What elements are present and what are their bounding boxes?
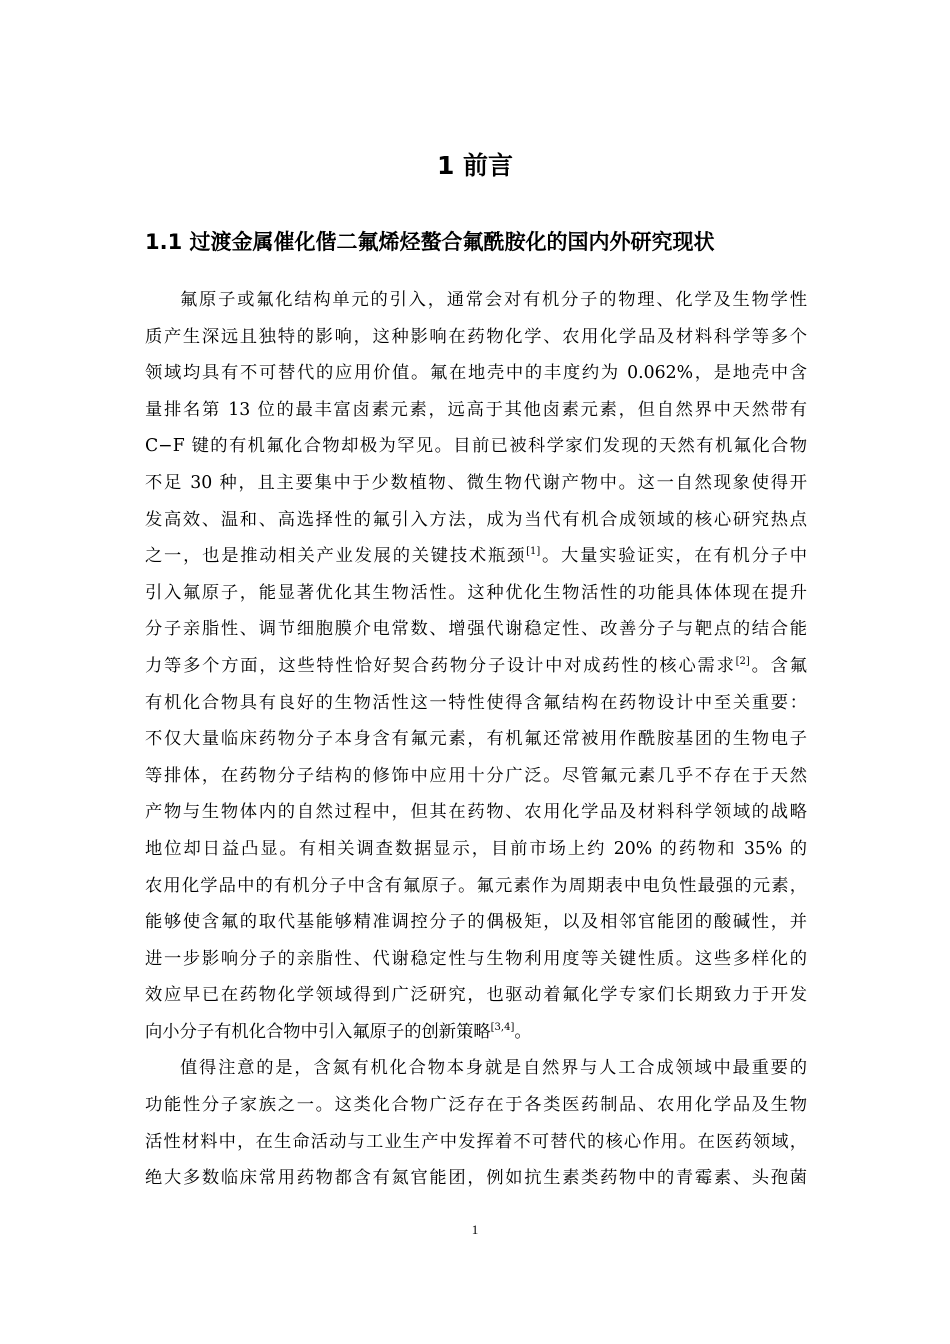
text-line: 领域均具有不可替代的应用价值。氟在地壳中的丰度约为 0.062%，是地壳中含: [145, 363, 807, 384]
text-line: 不仅大量临床药物分子本身含有氟元素，有机氟还常被用作酰胺基团的生物电子: [145, 729, 807, 750]
text-line: 有机化合物具有良好的生物活性这一特性使得含氟结构在药物设计中至关重要：: [145, 692, 807, 713]
text-line: 功能性分子家族之一。这类化合物广泛存在于各类医药制品、农用化学品及生物: [145, 1095, 807, 1116]
citation-ref: [2]: [735, 655, 750, 667]
text-line: 效应早已在药物化学领域得到广泛研究，也驱动着氟化学专家们长期致力于开发: [145, 985, 807, 1006]
text-segment: 向小分子有机化合物中引入氟原子的创新策略: [145, 1021, 491, 1042]
text-line: 产物与生物体内的自然过程中，但其在药物、农用化学品及材料科学领域的战略: [145, 802, 807, 823]
text-line: 发高效、温和、高选择性的氟引入方法，成为当代有机合成领域的核心研究热点: [145, 509, 807, 530]
text-line: 分子亲脂性、调节细胞膜介电常数、增强代谢稳定性、改善分子与靶点的结合能: [145, 619, 807, 640]
citation-ref: [3,4]: [490, 1021, 515, 1033]
text-line: 等排体，在药物分子结构的修饰中应用十分广泛。尽管氟元素几乎不存在于天然: [145, 765, 807, 786]
text-segment: 。含氟: [749, 655, 807, 676]
text-line: 引入氟原子，能显著优化其生物活性。这种优化生物活性的功能具体体现在提升: [145, 582, 807, 603]
text-line: 进一步影响分子的亲脂性、代谢稳定性与生物利用度等关键性质。这些多样化的: [145, 948, 807, 969]
citation-ref: [1]: [526, 546, 541, 558]
text-segment: 。大量实验证实，在有机分子中: [540, 546, 807, 567]
text-line: 能够使含氟的取代基能够精准调控分子的偶极矩，以及相邻官能团的酸碱性，并: [145, 912, 807, 933]
text-line: C−F 键的有机氟化合物却极为罕见。目前已被科学家们发现的天然有机氟化合物: [145, 436, 807, 457]
text-segment: 之一，也是推动相关产业发展的关键技术瓶颈: [145, 546, 527, 567]
text-line: 绝大多数临床常用药物都含有氮官能团，例如抗生素类药物中的青霉素、头孢菌: [145, 1168, 807, 1189]
text-line: 质产生深远且独特的影响，这种影响在药物化学、农用化学品及材料科学等多个: [145, 326, 807, 347]
page-number: 1: [471, 1222, 479, 1237]
text-segment: 。: [514, 1021, 532, 1042]
text-line: 农用化学品中的有机分子中含有氟原子。氟元素作为周期表中电负性最强的元素，: [145, 875, 807, 896]
chapter-title: 1 前言: [436, 151, 514, 180]
section-title: 1.1 过渡金属催化偕二氟烯烃螯合氟酰胺化的国内外研究现状: [145, 230, 715, 254]
text-line: [145, 1014, 807, 1051]
text-line: 量排名第 13 位的最丰富卤素元素，远高于其他卤素元素，但自然界中天然带有: [145, 399, 807, 420]
text-line: 活性材料中，在生命活动与工业生产中发挥着不可替代的核心作用。在医药领域，: [145, 1131, 807, 1152]
text-line: 地位却日益凸显。有相关调查数据显示，目前市场上约 20% 的药物和 35% 的: [145, 838, 807, 859]
text-line: [145, 648, 807, 685]
text-line: 氟原子或氟化结构单元的引入，通常会对有机分子的物理、化学及生物学性: [180, 290, 807, 310]
text-line: 值得注意的是，含氮有机化合物本身就是自然界与人工合成领域中最重要的: [180, 1058, 807, 1079]
text-segment: 力等多个方面，这些特性恰好契合药物分子设计中对成药性的核心需求: [145, 655, 736, 676]
body-text: [145, 282, 807, 1197]
text-line: 不足 30 种，且主要集中于少数植物、微生物代谢产物中。这一自然现象使得开: [145, 472, 807, 493]
text-line: [145, 538, 807, 575]
